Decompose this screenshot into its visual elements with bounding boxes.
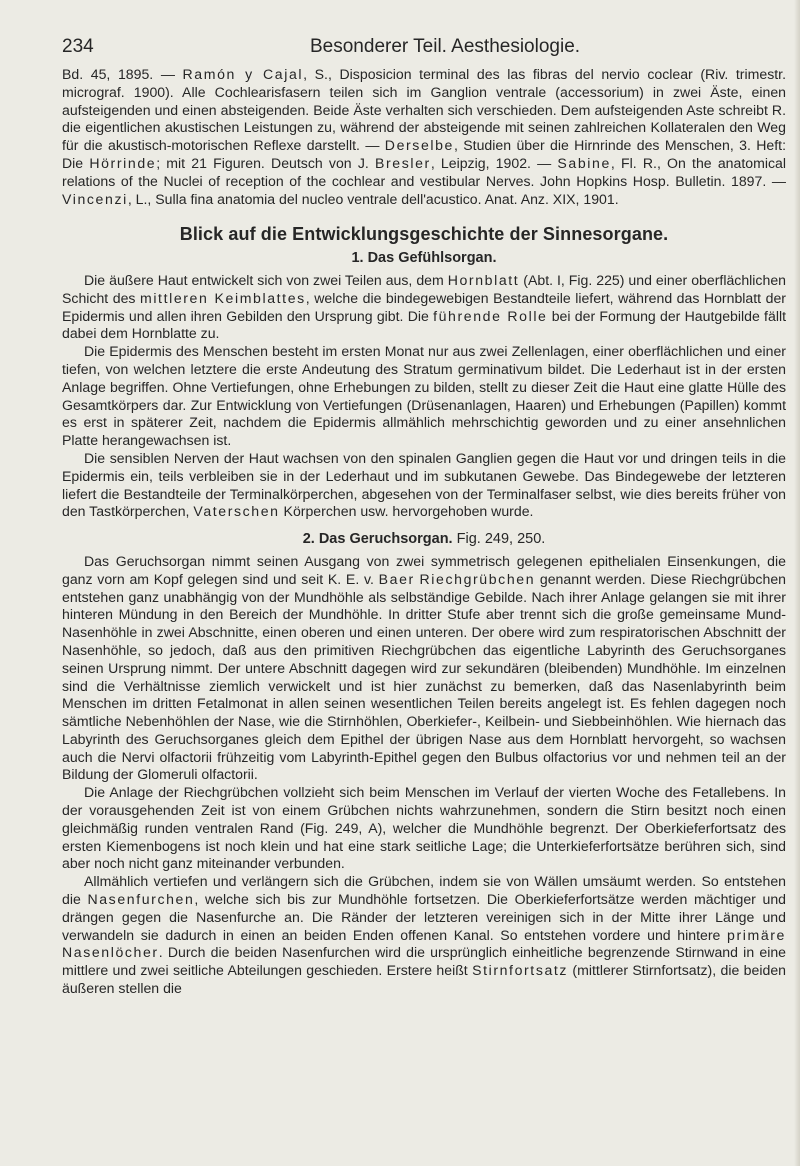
author-name: Sabine [557, 154, 611, 171]
references-paragraph [62, 66, 786, 208]
chapter-title: Blick auf die Entwicklungsgeschichte der Sinnesorgane. [179, 224, 669, 245]
text-run: , welche die bindegewebigen Bestandteile liefert, während das Hornblatt der Epidermis und allen ihren Gebilden den Ursprung gibt. Die [62, 289, 786, 324]
text-run: , Fl. R., On the anatomical relations of the Nuclei of reception of the cochlear and vestibular Nerves. John Hopkins Hosp. Bulletin. 1897. — [62, 154, 786, 189]
author-name: Baer [378, 570, 415, 587]
section-title-gefuehlsorgan: 1. Das Gefühlsorgan. [351, 250, 497, 267]
running-head: Besonderer Teil. Aesthesiologie. [310, 36, 581, 57]
page-edge-shadow [794, 0, 800, 1166]
spaced-term: mittleren Keimblattes [139, 289, 306, 306]
paragraph [62, 450, 786, 521]
author-name: Vincenzi [62, 190, 128, 207]
paragraph [62, 873, 786, 998]
text-run: , welche sich bis zur Mundhöhle fortsetzen. Die Oberkieferfortsätze werden mächtiger und drängen gegen die Nasenfurche an. Die Ränder der letzteren vereinigen sich in der Mitte ihrer Länge und verwandeln sie dadurch in einen an beiden Enden offenen Kanal. So entstehen vordere und hintere [62, 891, 786, 943]
author-name: Bresler [374, 154, 431, 171]
text-run: Bd. 45, 1895. — [62, 66, 183, 82]
spaced-term: Nasenfurchen [87, 891, 195, 908]
text-run: Die sensiblen Nerven der Haut wachsen von den spinalen Ganglien gegen die Haut vor und dringen teils in die Epidermis ein, teils verbleiben sie in der Lederhaut und im subkutanen Gewebe. Das Bindegewebe der letzteren liefert die Bestandteile der Terminalkörperchen, abgesehen von der Terminalfaser selbst, wie dies bereits früher von den Tastkörperchen, [62, 449, 786, 520]
paragraph: Die Anlage der Riechgrübchen vollzieht sich beim Menschen im Verlauf der vierten Woche des Fetallebens. In der vorausgehenden Zeit ist von einem Grübchen nichts wahrzunehmen, sondern die Stirn besitzt noch einen gleichmäßig runden ventralen Rand (Fig. 249, A), welcher die Mundhöhle begrenzt. Der Oberkieferfortsatz des ersten Kiemenbogens ist noch klein und hat eine stark seitliche Lage; die Unterkieferfortsätze berühren sich, sind aber noch nicht ganz miteinander verbunden. [62, 784, 786, 872]
text-run: , Studien über die Hirnrinde des Menschen, 3. Heft: Die [62, 137, 786, 171]
text-run: bei der Formung der Hautgebilde fällt dabei dem Hornblatte zu. [62, 307, 786, 342]
section-title-geruchsorgan [62, 531, 786, 549]
spaced-term: Hornblatt [447, 271, 520, 288]
spaced-term: Vaterschen [193, 503, 280, 520]
paragraph: Die Epidermis des Menschen besteht im ersten Monat nur aus zwei Zellenlagen, einer oberflächlichen und einer tiefen, von welchen letztere die erste Andeutung des Stratum germinativum bildet. Die Lederhaut ist in der ersten Anlage begriffen. Ohne Vertiefungen, ohne Erhebungen zu bilden, stellt zu dieser Zeit die Haut eine glatte Hülle des Gesamtkörpers dar. Zur Entwicklung von Vertiefungen (Drüsenanlagen, Haaren) und Erhebungen (Papillen) kommt es erst in späterer Zeit, nachdem die Epidermis allmählich mehrschichtig geworden und zu einer ansehnlichen Platte herangewachsen ist. [62, 343, 786, 449]
figure-reference: Fig. 249, 250. [452, 531, 546, 548]
text-run: Die äußere Haut entwickelt sich von zwei Teilen aus, dem [84, 271, 448, 288]
text-run: Allmählich vertiefen und verlängern sich die Grübchen, indem sie von Wällen umsäumt werden. So entstehen die [62, 873, 786, 908]
spaced-term: Riechgrübchen [419, 570, 536, 587]
text-run: (mittlerer Stirnfortsatz), die beiden äußeren stellen die [62, 962, 786, 997]
text-run: , S., Disposicion terminal des las fibras del nervio coclear (Riv. trimestr. micrograf. 1900). Alle Cochlearisfasern teilen sich im Ganglion ventrale (accessorium) in zwei Äste, einen aufsteigenden und einen absteigenden. Beide Äste verhalten sich verschieden. Dem aufsteigenden Aste schreibt R. die eigentlichen akustischen Leistungen zu, während der absteigende mit seinen zahlreichen Kollateralen den Weg für die akustisch-motorischen Reflexe darstellt. — [62, 66, 786, 154]
text-run: . Durch die beiden Nasenfurchen wird die ursprünglich einheitliche begrenzende Stirnwand in eine mittlere und zwei seitliche Abteilungen geschieden. Erstere heißt [62, 944, 786, 979]
author-name: Derselbe [384, 137, 454, 154]
text-run: Körperchen usw. hervorgehoben wurde. [279, 503, 534, 520]
text-run: genannt werden. Diese Riechgrübchen entstehen ganz unabhängig von der Mundhöhle als selbständige Gebilde. Nach ihrer Anlage gelangen sie mit ihrer hinteren Mündung in den Bereich der Mundhöhle. In dritter Stufe aber trennt sich die große gemeinsame Mund-Nasenhöhle in zwei Abschnitte, einen oberen und einen unteren. Der obere wird zum respiratorischen Abschnitt der Nasenhöhle, so jedoch, daß aus den primitiven Riechgrübchen das eigentliche Labyrinth des Geruchsorganes seinen Ursprung nimmt. Der untere Abschnitt dagegen wird zur sekundären (bleibenden) Mundhöhle. Im einzelnen sind die Verhältnisse ziemlich verwickelt und ist hier zunächst zu bemerken, daß das Nasenlabyrinth beim Menschen im dritten Fetalmonat in allen seinen wesentlichen Teilen bereits angelegt ist. Es fehlen dagegen noch sämtliche Nebenhöhlen der Nase, wie die Stirnhöhlen, Oberkiefer-, Keilbein- und Siebbeinhöhlen. Wie hiernach das Labyrinth des Geruchsorganes gleich dem Epithel der übrigen Nase aus dem Hornblatt hervorgeht, so wachsen auch die Nervi olfactorii frühzeitig vom Labyrinth-Epithel gegen den Bulbus olfactorius vor und nehmen teil an der Bildung der Glomeruli olfactorii. [62, 570, 786, 783]
text-run: Das Geruchsorgan nimmt seinen Ausgang von zwei symmetrisch gelegenen epithelialen Einsenkungen, die ganz vorn am Kopf gelegen sind und seit K. E. v. [62, 552, 786, 587]
paragraph [62, 553, 786, 784]
text-run: (Abt. I, Fig. 225) und einer oberflächlichen Schicht des [62, 271, 786, 306]
text-run: ; mit 21 Figuren. Deutsch von J. [156, 154, 375, 171]
spaced-term: Stirnfortsatz [472, 962, 569, 979]
spaced-term: primäre Nasenlöcher [62, 926, 786, 961]
spaced-term: führende Rolle [433, 307, 548, 324]
page-number: 234 [62, 36, 94, 57]
section-title-text: 2. Das Geruchsorgan. [302, 531, 453, 548]
paragraph [62, 272, 786, 343]
text-run: , L., Sulla fina anatomia del nucleo ventrale dell'acustico. Anat. Anz. XIX, 1901. [127, 190, 619, 207]
text-run: , Leipzig, 1902. — [430, 154, 558, 171]
page-body [62, 66, 786, 998]
spaced-term: Hörrinde [89, 154, 157, 171]
author-name: Ramón y Cajal [182, 66, 304, 82]
page-header [0, 36, 800, 64]
